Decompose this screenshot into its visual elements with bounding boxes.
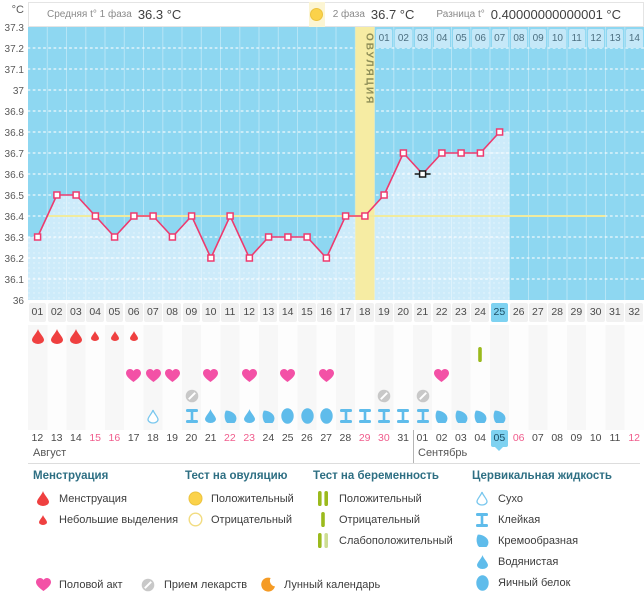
cervical-fluid-icon[interactable] xyxy=(298,407,317,425)
phase2-day-label: 14 xyxy=(626,29,642,48)
menstruation-icon[interactable] xyxy=(28,325,47,347)
calendar-date[interactable]: 20 xyxy=(185,432,198,444)
menstruation-icon[interactable] xyxy=(86,325,105,347)
cycle-day-20[interactable]: 20 xyxy=(394,303,412,322)
legend-item-label: Водянистая xyxy=(498,555,559,568)
legend-item-label: Кремообразная xyxy=(498,534,579,547)
diff-label: Разница t° xyxy=(436,9,485,20)
cycle-day-21[interactable]: 21 xyxy=(414,303,432,322)
cervical-fluid-icon[interactable] xyxy=(221,407,240,425)
legend-item xyxy=(33,488,178,509)
diff-value: 0.40000000000001 °C xyxy=(490,7,621,22)
phase2-average-stat xyxy=(333,7,415,22)
cycle-day-23[interactable]: 23 xyxy=(452,303,470,322)
cycle-day-09[interactable]: 09 xyxy=(183,303,201,322)
temp-point-day-16[interactable] xyxy=(323,255,329,261)
temp-point-day-12[interactable] xyxy=(246,255,252,261)
temp-point-day-10[interactable] xyxy=(208,255,214,261)
cervical-fluid-watery-icon xyxy=(472,554,492,570)
intercourse-heart-icon[interactable] xyxy=(163,368,182,383)
legend-item xyxy=(33,509,178,530)
month-label: Сентябрь xyxy=(418,447,468,459)
calendar-date[interactable]: 01 xyxy=(416,432,429,444)
cervical-fluid-icon[interactable] xyxy=(452,407,471,425)
legend-section-pregnancy-test xyxy=(313,470,453,551)
legend-section-menstruation xyxy=(33,470,178,530)
cervical-fluid-dry-icon xyxy=(472,491,492,506)
calendar-date[interactable]: 04 xyxy=(474,432,487,444)
phase1-average-stat xyxy=(28,2,309,27)
cervical-fluid-icon[interactable] xyxy=(278,407,297,425)
cycle-day-17[interactable]: 17 xyxy=(337,303,355,322)
calendar-date[interactable]: 06 xyxy=(512,432,525,444)
cycle-day-30[interactable]: 30 xyxy=(587,303,605,322)
legend-section-cervical-fluid xyxy=(472,470,612,593)
cycle-day-18[interactable]: 18 xyxy=(356,303,374,322)
temp-point-day-17[interactable] xyxy=(343,213,349,219)
legend-item xyxy=(185,509,294,530)
phase2-label: 2 фаза xyxy=(332,9,365,20)
cervical-fluid-icon[interactable] xyxy=(355,407,374,425)
legend-title: Цервикальная жидкость xyxy=(472,470,612,482)
cycle-day-19[interactable]: 19 xyxy=(375,303,393,322)
calendar-date[interactable]: 30 xyxy=(378,432,390,444)
cervical-fluid-icon[interactable] xyxy=(432,407,451,425)
month-divider xyxy=(413,430,414,463)
y-axis-tick-label: 36.3 xyxy=(4,233,24,244)
y-axis-tick-label: 37 xyxy=(12,86,24,97)
cervical-fluid-icon[interactable] xyxy=(182,407,201,425)
cycle-day-10[interactable]: 10 xyxy=(202,303,220,322)
menstruation-icon[interactable] xyxy=(67,325,86,347)
temp-point-day-9[interactable] xyxy=(189,213,195,219)
cervical-fluid-icon[interactable] xyxy=(375,407,394,425)
y-axis-tick-label: 36.4 xyxy=(4,212,24,223)
calendar-date[interactable]: 31 xyxy=(397,432,410,444)
calendar-date[interactable]: 05 xyxy=(491,430,509,447)
cervical-fluid-icon[interactable] xyxy=(240,407,259,425)
calendar-date[interactable]: 21 xyxy=(204,432,217,444)
temp-point-day-4[interactable] xyxy=(92,213,98,219)
cervical-fluid-icon[interactable] xyxy=(201,407,220,425)
intercourse-heart-icon[interactable] xyxy=(201,368,220,383)
phase2-day-label: 06 xyxy=(472,29,488,48)
phase2-value: 36.7 °C xyxy=(370,7,415,22)
y-axis-tick-label: 36.7 xyxy=(4,149,24,160)
legend-item xyxy=(185,488,294,509)
phase2-day-label: 07 xyxy=(492,29,508,48)
calendar-date[interactable]: 24 xyxy=(262,432,275,444)
intercourse-heart-icon[interactable] xyxy=(432,368,451,383)
cycle-day-11[interactable]: 11 xyxy=(221,303,239,322)
calendar-date[interactable]: 17 xyxy=(127,432,140,444)
cycle-day-31[interactable]: 31 xyxy=(606,303,624,322)
calendar-date[interactable]: 19 xyxy=(166,432,179,444)
cervical-fluid-creamy-icon xyxy=(472,534,492,547)
cervical-fluid-icon[interactable] xyxy=(317,407,336,425)
legend-title: Тест на беременность xyxy=(313,470,439,482)
cycle-day-02[interactable]: 02 xyxy=(48,303,66,322)
legend-item-label: Лунный календарь xyxy=(284,578,381,591)
phase2-day-label: 01 xyxy=(376,29,392,48)
menstruation-heavy-icon xyxy=(33,490,53,507)
temp-point-day-24[interactable] xyxy=(477,150,483,156)
legend-item-label: Клейкая xyxy=(498,513,541,526)
intercourse-heart-icon[interactable] xyxy=(144,368,163,383)
temp-point-day-25[interactable] xyxy=(497,129,503,135)
calendar-date[interactable]: 16 xyxy=(108,432,121,444)
cervical-fluid-icon[interactable] xyxy=(259,407,278,425)
calendar-date[interactable]: 29 xyxy=(358,432,371,444)
temp-point-day-8[interactable] xyxy=(169,234,175,240)
cervical-fluid-icon[interactable] xyxy=(394,407,413,425)
pregnancy-test-negative-icon xyxy=(313,512,333,527)
temp-point-day-13[interactable] xyxy=(266,234,272,240)
calendar-date[interactable]: 03 xyxy=(455,432,467,444)
calendar-date[interactable]: 13 xyxy=(50,432,63,444)
phase2-day-label: 12 xyxy=(588,29,604,48)
legend-item-label: Прием лекарств xyxy=(164,578,248,591)
pregnancy-test-icon[interactable] xyxy=(471,346,490,362)
cycle-day-32[interactable]: 32 xyxy=(625,303,643,322)
legend-item-label: Яичный белок xyxy=(498,576,571,589)
legend-item-intercourse xyxy=(33,574,123,595)
phase2-day-label: 13 xyxy=(607,29,623,48)
menstruation-light-icon xyxy=(33,514,53,526)
cycle-day-04[interactable]: 04 xyxy=(86,303,104,322)
cycle-day-row xyxy=(28,303,644,322)
y-axis-tick-label: 37.2 xyxy=(4,44,24,55)
cycle-day-22[interactable]: 22 xyxy=(433,303,451,322)
legend-item-label: Положительный xyxy=(211,492,294,505)
calendar-date[interactable]: 02 xyxy=(435,432,448,444)
temp-difference-stat xyxy=(436,7,621,22)
y-axis-tick-label: 37.3 xyxy=(4,23,24,34)
calendar-date[interactable]: 12 xyxy=(31,432,44,444)
phase2-day-label: 02 xyxy=(395,29,411,48)
temp-point-day-15[interactable] xyxy=(304,234,310,240)
temp-point-day-14[interactable] xyxy=(285,234,291,240)
pregnancy-test-weak-positive-icon xyxy=(313,533,333,548)
phase2-stats xyxy=(325,2,644,27)
cycle-day-16[interactable]: 16 xyxy=(317,303,335,322)
intercourse-heart-icon[interactable] xyxy=(278,368,297,383)
phase2-day-label: 10 xyxy=(549,29,565,48)
ovulation-header-cell xyxy=(309,2,325,27)
y-axis-tick-label: 36.5 xyxy=(4,191,24,202)
medication-icon xyxy=(138,578,158,592)
menstruation-icon[interactable] xyxy=(47,325,66,347)
legend-item-label: Менструация xyxy=(59,492,127,505)
selected-date-notch xyxy=(495,447,503,451)
legend-title: Тест на овуляцию xyxy=(185,470,288,482)
legend-item xyxy=(313,509,453,530)
phase2-day-label: 04 xyxy=(434,29,450,48)
calendar-date[interactable]: 28 xyxy=(339,432,352,444)
phase2-day-label: 05 xyxy=(453,29,469,48)
medication-icon[interactable] xyxy=(413,388,432,404)
phase1-value: 36.3 °C xyxy=(137,7,182,22)
calendar-date[interactable]: 07 xyxy=(532,432,544,444)
temp-point-day-1[interactable] xyxy=(35,234,41,240)
calendar-date[interactable]: 08 xyxy=(551,432,564,444)
legend-item xyxy=(313,530,453,551)
legend-item-moon-calendar xyxy=(258,574,380,595)
y-axis-tick-label: 37.1 xyxy=(4,65,24,76)
menstruation-icon[interactable] xyxy=(124,325,143,347)
legend-item-label: Слабоположительный xyxy=(339,534,453,547)
moon-icon xyxy=(258,577,278,592)
y-axis-tick-label: 36 xyxy=(12,296,24,307)
legend-item-medication xyxy=(138,574,247,595)
cervical-fluid-icon[interactable] xyxy=(144,407,163,425)
phase2-day-label: 08 xyxy=(511,29,527,48)
phase2-day-label: 09 xyxy=(530,29,546,48)
temp-point-day-19[interactable] xyxy=(381,192,387,198)
cervical-fluid-icon[interactable] xyxy=(490,407,509,425)
calendar-date[interactable]: 09 xyxy=(570,432,583,444)
cycle-day-14[interactable]: 14 xyxy=(279,303,297,322)
calendar-date[interactable]: 27 xyxy=(320,432,333,444)
calendar-date[interactable]: 26 xyxy=(301,432,313,444)
cycle-day-12[interactable]: 12 xyxy=(240,303,258,322)
footer-rule xyxy=(28,463,640,464)
ovulation-test-negative-icon xyxy=(185,512,205,527)
calendar-date[interactable]: 23 xyxy=(243,432,256,444)
temp-point-day-21[interactable] xyxy=(420,171,426,177)
temp-point-day-5[interactable] xyxy=(112,234,118,240)
y-axis-tick-label: 36.1 xyxy=(4,275,24,286)
legend-title: Менструация xyxy=(33,470,109,482)
legend-item xyxy=(472,509,612,530)
cycle-day-27[interactable]: 27 xyxy=(529,303,547,322)
y-axis-tick-label: 36.6 xyxy=(4,170,24,181)
phase2-day-label: 03 xyxy=(415,29,431,48)
legend-item-label: Небольшие выделения xyxy=(59,513,179,526)
calendar-date[interactable]: 10 xyxy=(589,432,602,444)
legend-item xyxy=(472,530,612,551)
cycle-day-01[interactable]: 01 xyxy=(29,303,47,322)
intercourse-heart-icon[interactable] xyxy=(240,368,259,383)
calendar-date[interactable]: 11 xyxy=(609,432,621,444)
cervical-fluid-sticky-icon xyxy=(472,513,492,527)
cervical-fluid-icon[interactable] xyxy=(413,407,432,425)
legend-item-label: Отрицательный xyxy=(339,513,420,526)
y-axis-tick-label: 36.2 xyxy=(4,254,24,265)
cervical-fluid-eggwhite-icon xyxy=(472,575,492,591)
legend-item-label: Отрицательный xyxy=(211,513,292,526)
cervical-fluid-icon[interactable] xyxy=(336,407,355,425)
legend-item-label: Сухо xyxy=(498,492,523,505)
temp-point-day-3[interactable] xyxy=(73,192,79,198)
cycle-day-15[interactable]: 15 xyxy=(298,303,316,322)
legend-item-label: Положительный xyxy=(339,492,422,505)
calendar-date[interactable]: 18 xyxy=(147,432,159,444)
cycle-day-28[interactable]: 28 xyxy=(548,303,566,322)
pregnancy-test-positive-icon xyxy=(313,491,333,506)
intercourse-heart-icon[interactable] xyxy=(317,368,336,383)
temp-point-day-23[interactable] xyxy=(458,150,464,156)
cycle-day-29[interactable]: 29 xyxy=(568,303,586,322)
intercourse-heart-icon[interactable] xyxy=(124,368,143,383)
calendar-date[interactable]: 15 xyxy=(89,432,102,444)
temp-point-day-2[interactable] xyxy=(54,192,60,198)
cycle-day-26[interactable]: 26 xyxy=(510,303,528,322)
legend-item xyxy=(472,488,612,509)
cycle-day-05[interactable]: 05 xyxy=(106,303,124,322)
calendar-date[interactable]: 25 xyxy=(281,432,294,444)
y-axis-tick-label: 36.8 xyxy=(4,128,24,139)
cycle-day-08[interactable]: 08 xyxy=(163,303,181,322)
cycle-day-13[interactable]: 13 xyxy=(260,303,278,322)
ovulation-test-positive-icon xyxy=(310,8,323,21)
legend-item xyxy=(472,551,612,572)
cycle-day-03[interactable]: 03 xyxy=(67,303,85,322)
calendar-date[interactable]: 22 xyxy=(224,432,236,444)
ovulation-band-label: ОВУЛЯЦИЯ xyxy=(363,33,375,106)
cycle-day-25[interactable]: 25 xyxy=(491,303,509,322)
cycle-day-24[interactable]: 24 xyxy=(471,303,489,322)
temp-point-day-6[interactable] xyxy=(131,213,137,219)
calendar-date[interactable]: 14 xyxy=(70,432,82,444)
cycle-day-07[interactable]: 07 xyxy=(144,303,162,322)
legend-item xyxy=(313,488,453,509)
cycle-day-06[interactable]: 06 xyxy=(125,303,143,322)
menstruation-icon[interactable] xyxy=(105,325,124,347)
calendar-date[interactable]: 12 xyxy=(628,432,641,444)
legend-item-label: Половой акт xyxy=(59,578,123,591)
cervical-fluid-icon[interactable] xyxy=(471,407,490,425)
temp-unit-label: °C xyxy=(11,4,24,16)
temp-point-day-11[interactable] xyxy=(227,213,233,219)
medication-icon[interactable] xyxy=(375,388,394,404)
medication-icon[interactable] xyxy=(182,388,201,404)
temp-point-day-7[interactable] xyxy=(150,213,156,219)
month-label: Август xyxy=(33,447,67,459)
legend-section-ovulation-test xyxy=(185,470,294,530)
ovulation-test-positive-icon xyxy=(185,491,205,506)
temperature-chart[interactable] xyxy=(28,27,644,300)
phase1-label: Средняя t° 1 фаза xyxy=(47,9,132,20)
stats-header xyxy=(28,2,644,27)
temp-point-day-22[interactable] xyxy=(439,150,445,156)
phase2-day-label: 11 xyxy=(569,29,585,48)
temp-point-day-20[interactable] xyxy=(400,150,406,156)
y-axis-tick-label: 36.9 xyxy=(4,107,24,118)
intercourse-heart-icon xyxy=(33,578,53,591)
legend-item xyxy=(472,572,612,593)
calendar-date-row xyxy=(28,430,644,447)
